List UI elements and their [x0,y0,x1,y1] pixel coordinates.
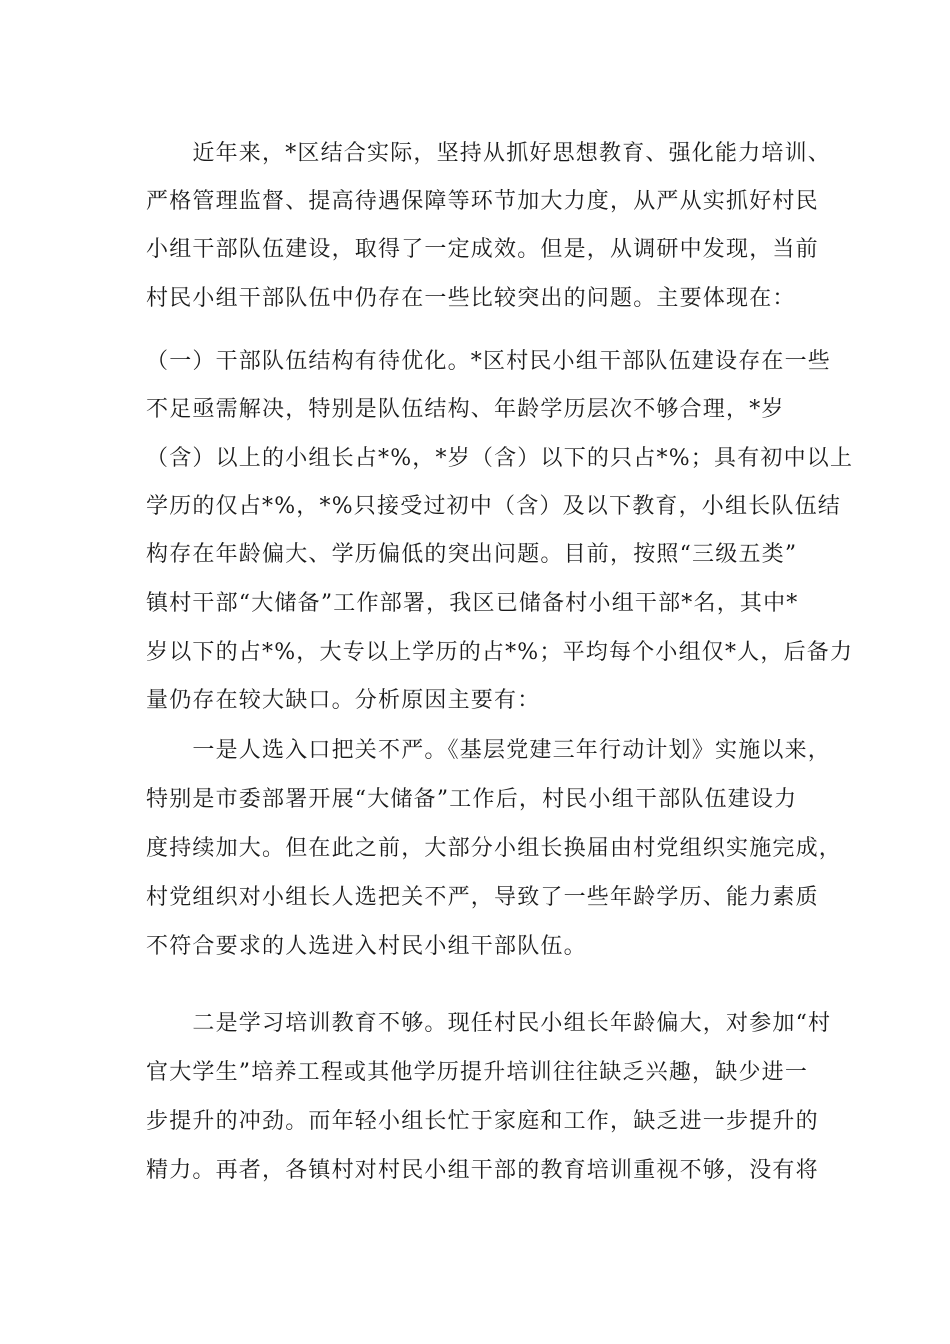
text-line: 二是学习培训教育不够。现任村民小组长年龄偏大，对参加“村 [146,1011,832,1036]
text-line: 度持续加大。但在此之前，大部分小组长换届由村党组织实施完成， [146,836,843,861]
text-line: 量仍存在较大缺口。分析原因主要有： [146,688,541,713]
text-line: 近年来，*区结合实际，坚持从抓好思想教育、强化能力培训、 [146,141,832,166]
section-heading-line: （一）干部队伍结构有待优化。*区村民小组干部队伍建设存在一些 [146,349,832,374]
text-line: 不足亟需解决，特别是队伍结构、年龄学历层次不够合理，*岁 [146,397,785,422]
text-line: 构存在年龄偏大、学历偏低的突出问题。目前，按照“三级五类” [146,542,798,567]
text-line: 一是人选入口把关不严。《基层党建三年行动计划》实施以来， [146,738,832,763]
text-line: 学历的仅占*%，*%只接受过初中（含）及以下教育，小组长队伍结 [146,494,842,519]
text-line: 步提升的冲劲。而年轻小组长忙于家庭和工作，缺乏进一步提升的 [146,1109,819,1134]
text-line: 镇村干部“大储备”工作部署，我区已储备村小组干部*名，其中* [146,591,799,616]
text-line: 不符合要求的人选进入村民小组干部队伍。 [146,934,587,959]
text-line: 官大学生”培养工程或其他学历提升培训往往缺乏兴趣，缺少进一 [146,1060,809,1085]
text-line: 岁以下的占*%，大专以上学历的占*%；平均每个小组仅*人，后备力 [146,640,854,665]
text-line: 严格管理监督、提高待遇保障等环节加大力度，从严从实抓好村民 [146,189,819,214]
text-line: 村民小组干部队伍中仍存在一些比较突出的问题。主要体现在： [146,286,796,311]
text-line: （含）以上的小组长占*%，*岁（含）以下的只占*%；具有初中以上 [146,446,854,471]
text-line: 小组干部队伍建设，取得了一定成效。但是，从调研中发现，当前 [146,237,819,262]
text-line: 特别是市委部署开展“大储备”工作后，村民小组干部队伍建设力 [146,787,798,812]
text-line: 精力。再者，各镇村对村民小组干部的教育培训重视不够，没有将 [146,1158,819,1183]
text-line: 村党组织对小组长人选把关不严，导致了一些年龄学历、能力素质 [146,885,819,910]
